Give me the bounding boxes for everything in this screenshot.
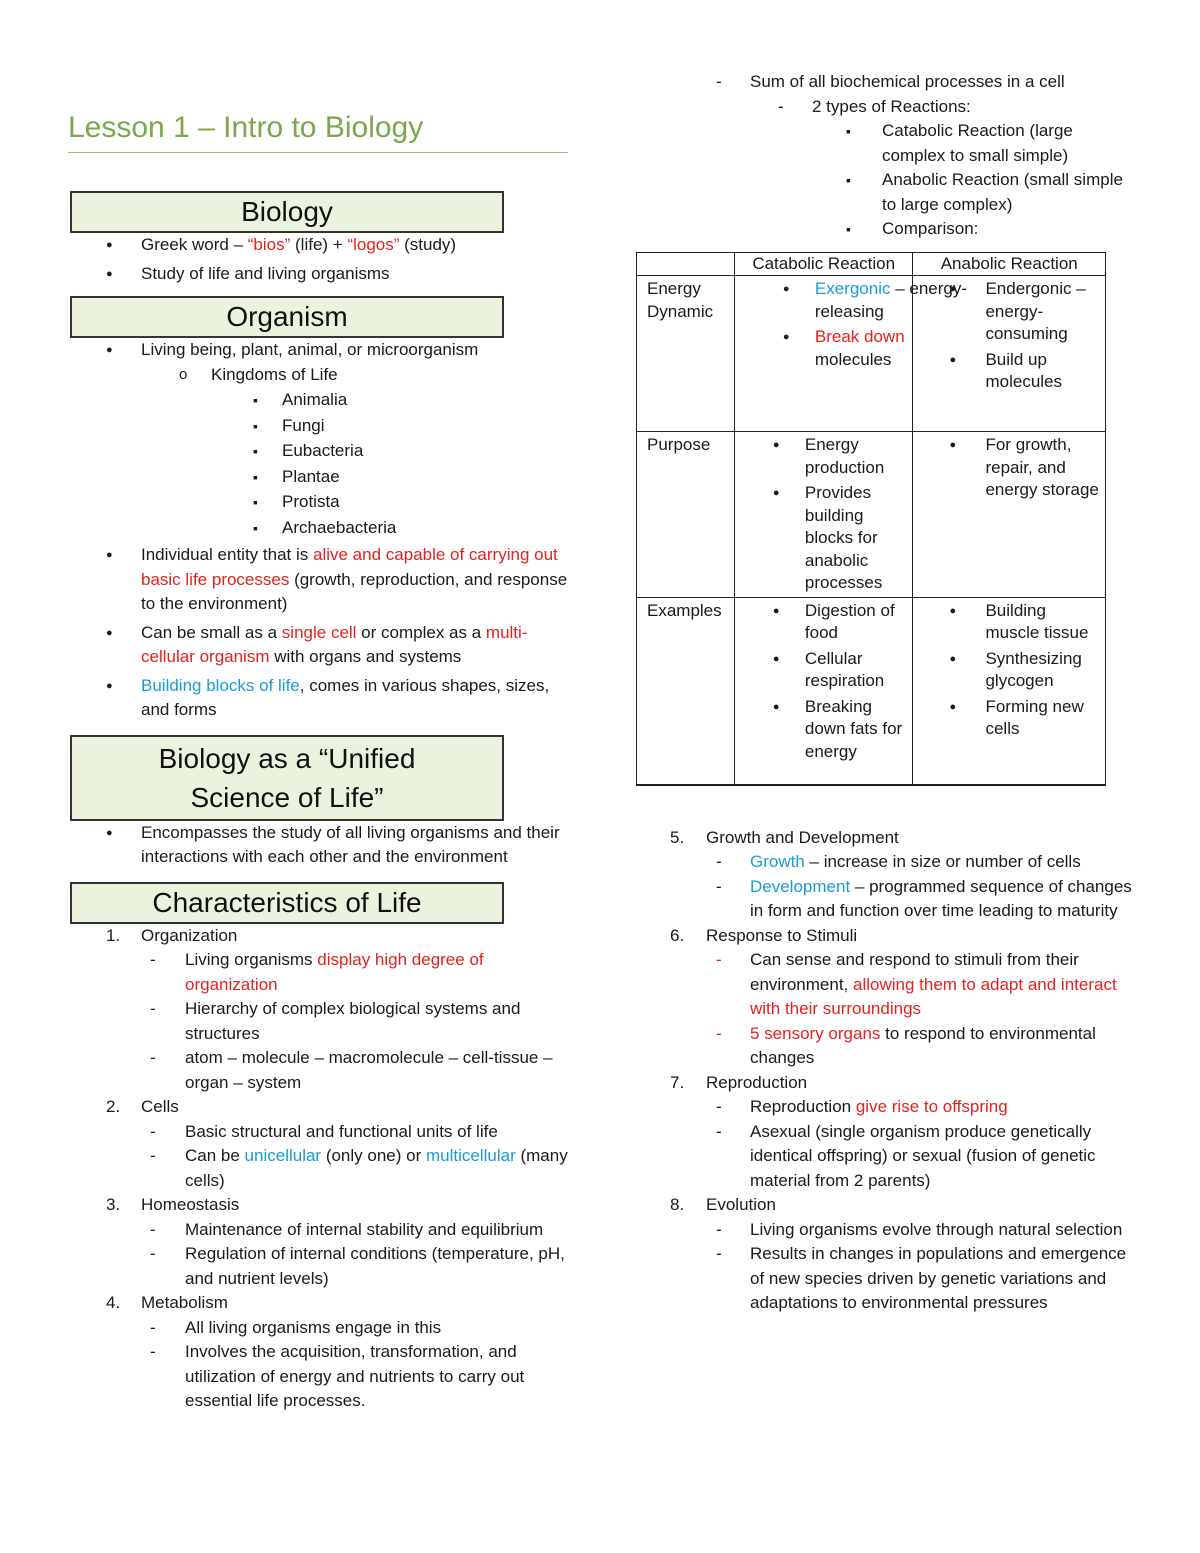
- list-item: o Kingdoms of Life ▪ Animalia ▪ Fungi ▪ Eubacteria ▪ Plantae ▪ Protista ▪ Archaebacteria: [68, 363, 568, 541]
- table-cell: [913, 432, 1106, 598]
- list-item: - Regulation of internal conditions (temperature, pH, and nutrient levels): [68, 1242, 568, 1291]
- list-item: ● Study of life and living organisms: [68, 262, 568, 287]
- kingdom-item: ▪ Animalia: [68, 388, 568, 413]
- characteristic-growth: 5. Growth and Development - Growth – increase in size or number of cells - Development – programmed sequence of changes in form and function over time leading to maturity: [636, 826, 1136, 924]
- characteristics-list: [68, 924, 568, 1414]
- list-item: ● Encompasses the study of all living organisms and their interactions with each other and the environment: [68, 821, 568, 870]
- heading-organism: Organism: [70, 296, 504, 338]
- list-item: - 2 types of Reactions:: [636, 95, 1136, 120]
- table-cell: [734, 597, 913, 785]
- characteristic-homeostasis: 3. Homeostasis - Maintenance of internal stability and equilibrium - Regulation of internal conditions (temperature, pH, and nutrient levels): [68, 1193, 568, 1291]
- list-item: ● Forming new cells: [913, 696, 1101, 741]
- list-item: ▪ Catabolic Reaction (large complex to small simple): [636, 119, 1136, 168]
- list-item: ● Cellular respiration: [735, 648, 909, 693]
- row-label: Examples: [637, 597, 735, 785]
- list-item: - Can be unicellular (only one) or multicellular (many cells): [68, 1144, 568, 1193]
- page-title: Lesson 1 – Intro to Biology: [68, 108, 568, 153]
- characteristics-list-continued: [636, 826, 1136, 1316]
- column-header: Anabolic Reaction: [913, 252, 1106, 276]
- list-item: - Reproduction give rise to offspring: [636, 1095, 1136, 1120]
- list-item: ● Breaking down fats for energy: [735, 696, 909, 764]
- table-cell: [913, 276, 1106, 432]
- row-label: Energy Dynamic: [637, 276, 735, 432]
- list-item: - Maintenance of internal stability and equilibrium: [68, 1218, 568, 1243]
- characteristic-metabolism: 4. Metabolism - All living organisms engage in this - Involves the acquisition, transformation, and utilization of energy and nutrients to carry out essential life processes.: [68, 1291, 568, 1414]
- list-item: - Results in changes in populations and emergence of new species driven by genetic variations and adaptations to environmental pressures: [636, 1242, 1136, 1316]
- list-item: - 5 sensory organs to respond to environmental changes: [636, 1022, 1136, 1071]
- list-item: - Living organisms evolve through natural selection: [636, 1218, 1136, 1243]
- table-row: [637, 432, 1106, 598]
- list-item: ● Individual entity that is alive and capable of carrying out basic life processes (growth, reproduction, and response to the environment): [68, 543, 568, 617]
- list-item: ● Energy production: [735, 434, 909, 479]
- list-item: ● Greek word – “bios” (life) + “logos” (study): [68, 233, 568, 258]
- list-item: - Involves the acquisition, transformation, and utilization of energy and nutrients to carry out essential life processes.: [68, 1340, 568, 1414]
- list-item: - atom – molecule – macromolecule – cell-tissue – organ – system: [68, 1046, 568, 1095]
- heading-unified-science: Biology as a “Unified Science of Life”: [70, 735, 504, 821]
- row-label: Purpose: [637, 432, 735, 598]
- list-item: ● Endergonic – energy-consuming: [913, 278, 1101, 346]
- characteristic-organization: 1. Organization - Living organisms display high degree of organization - Hierarchy of complex biological systems and structures - atom – molecule – macromolecule – cell-tissue – organ – system: [68, 924, 568, 1096]
- list-item: - Asexual (single organism produce genetically identical offspring) or sexual (fusion of genetic material from 2 parents): [636, 1120, 1136, 1194]
- characteristic-response: 6. Response to Stimuli - Can sense and respond to stimuli from their environment, allowing them to adapt and interact with their surroundings - 5 sensory organs to respond to environmental changes: [636, 924, 1136, 1071]
- list-item: - Living organisms display high degree of organization: [68, 948, 568, 997]
- table-row: [637, 276, 1106, 432]
- table-header-row: [637, 252, 1106, 276]
- list-item: ● Digestion of food: [735, 600, 909, 645]
- biology-list: [68, 233, 568, 286]
- left-column: [68, 108, 568, 1414]
- list-item: ● Exergonic – energy-releasing: [745, 278, 979, 323]
- list-item: - Growth – increase in size or number of cells: [636, 850, 1136, 875]
- kingdom-item: ▪ Archaebacteria: [68, 516, 568, 541]
- list-item: ● Build up molecules: [913, 349, 1101, 394]
- kingdom-item: ▪ Plantae: [68, 465, 568, 490]
- column-header: Catabolic Reaction: [734, 252, 913, 276]
- right-column: [636, 70, 1136, 1316]
- reaction-types: [636, 95, 1136, 120]
- list-item: ● Provides building blocks for anabolic processes: [735, 482, 909, 595]
- list-item: - Basic structural and functional units of life: [68, 1120, 568, 1145]
- list-item: ▪ Comparison:: [636, 217, 1136, 242]
- list-item: - Can sense and respond to stimuli from their environment, allowing them to adapt and interact with their surroundings: [636, 948, 1136, 1022]
- list-item: - Sum of all biochemical processes in a cell: [636, 70, 1136, 95]
- list-item: ● For growth, repair, and energy storage: [913, 434, 1101, 502]
- kingdom-item: ▪ Fungi: [68, 414, 568, 439]
- organism-list: [68, 338, 568, 723]
- characteristic-reproduction: 7. Reproduction - Reproduction give rise to offspring - Asexual (single organism produce genetically identical offspring) or sexual (fusion of genetic material from 2 parents): [636, 1071, 1136, 1194]
- table-row: [637, 597, 1106, 785]
- comparison-table: [636, 252, 1106, 786]
- kingdom-item: ▪ Eubacteria: [68, 439, 568, 464]
- list-item: ● Building muscle tissue: [913, 600, 1101, 645]
- list-item: ▪ Anabolic Reaction (small simple to large complex): [636, 168, 1136, 217]
- list-item: ● Can be small as a single cell or complex as a multi-cellular organism with organs and systems: [68, 621, 568, 670]
- heading-biology: Biology: [70, 191, 504, 233]
- table-cell: [913, 597, 1106, 785]
- list-item: ● Synthesizing glycogen: [913, 648, 1101, 693]
- table-cell: [734, 276, 968, 432]
- list-item: - Hierarchy of complex biological systems and structures: [68, 997, 568, 1046]
- list-item: ● Break down molecules: [745, 326, 909, 371]
- characteristic-evolution: 8. Evolution - Living organisms evolve through natural selection - Results in changes in populations and emergence of new species driven by genetic variations and adaptations to environmental pressures: [636, 1193, 1136, 1316]
- unified-list: [68, 821, 568, 870]
- table-cell: [734, 432, 913, 598]
- kingdom-item: ▪ Protista: [68, 490, 568, 515]
- list-item: ● Living being, plant, animal, or microorganism o Kingdoms of Life ▪ Animalia ▪ Fungi ▪ Eubacteria ▪ Plantae ▪ Protista ▪ Archaebacteria: [68, 338, 568, 540]
- list-item: - All living organisms engage in this: [68, 1316, 568, 1341]
- list-item: - Development – programmed sequence of changes in form and function over time leading to maturity: [636, 875, 1136, 924]
- heading-characteristics: Characteristics of Life: [70, 882, 504, 924]
- reaction-type-list: [636, 119, 1136, 242]
- list-item: ● Building blocks of life, comes in various shapes, sizes, and forms: [68, 674, 568, 723]
- metabolism-continued: [636, 70, 1136, 95]
- table-corner: [637, 252, 735, 276]
- characteristic-cells: 2. Cells - Basic structural and functional units of life - Can be unicellular (only one) or multicellular (many cells): [68, 1095, 568, 1193]
